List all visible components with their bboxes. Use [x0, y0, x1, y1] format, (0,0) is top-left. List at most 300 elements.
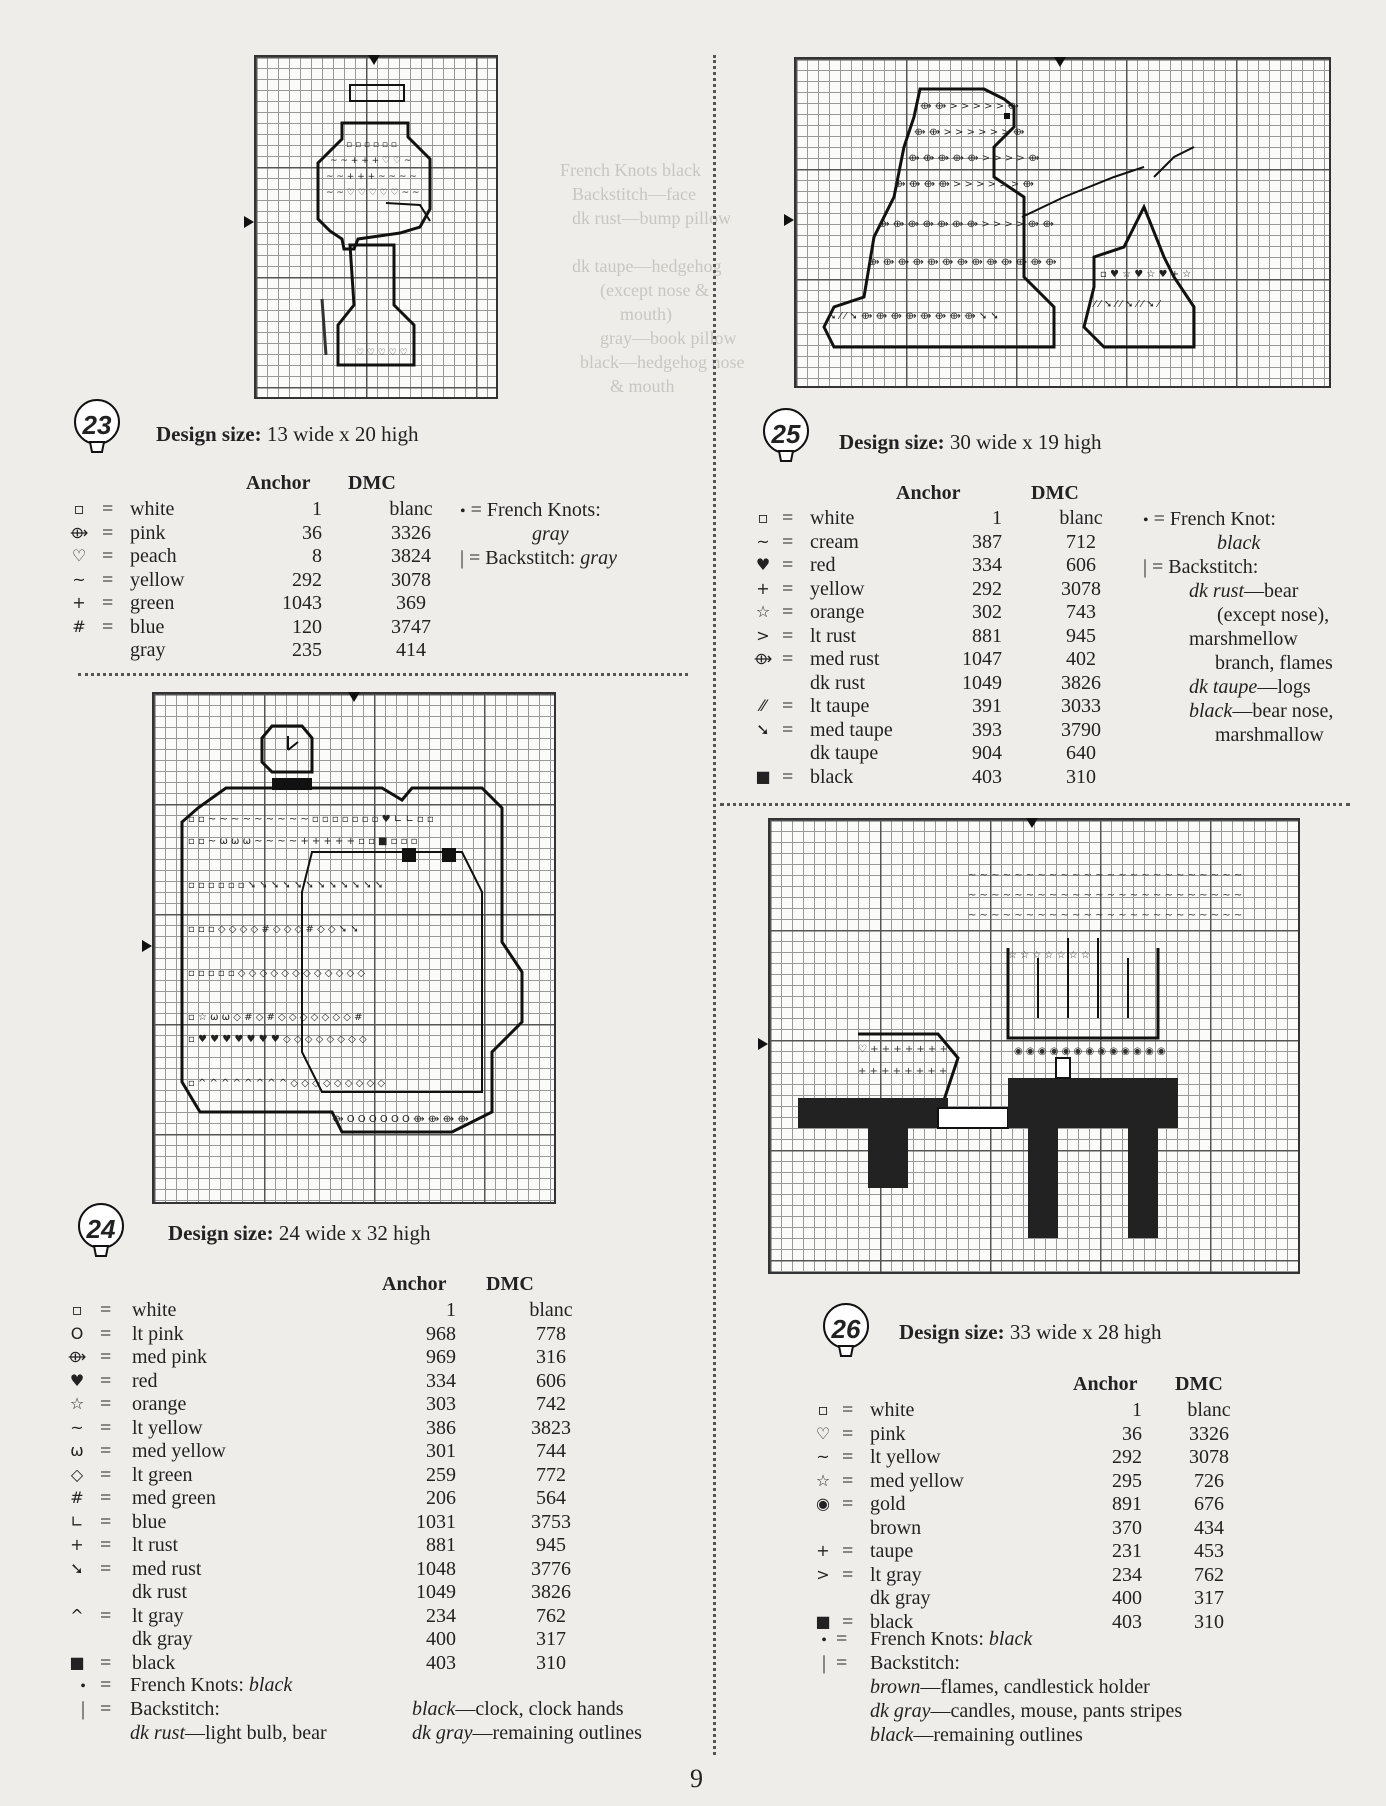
ghost-line: (except nose & — [600, 280, 709, 300]
french-knots-color-23 — [532, 522, 569, 546]
anchor-header: Anchor — [1073, 1373, 1138, 1395]
svg-text:~ ~ ~ ~ ~ ~ ~ ~ ~ ~ ~ ~ ~ ~ ~: ~ ~ ~ ~ ~ ~ ~ ~ ~ ~ ~ ~ ~ ~ ~ ~ ~ ~ ~ ~ ~ ~ ~ ~ — [968, 910, 1243, 921]
anchor-number: 403 — [1112, 1610, 1142, 1633]
equals-sign: = — [782, 601, 794, 623]
ghost-line: black—hedgehog nose — [580, 352, 745, 372]
legend-row — [752, 506, 1152, 530]
color-name: red — [132, 1369, 158, 1392]
svg-text:⟴ ⟴ ⟴ ⟴ > > > > > > ⟴: ⟴ ⟴ ⟴ ⟴ > > > > > > ⟴ — [894, 179, 1034, 190]
legend-row — [66, 1322, 566, 1346]
bs1-text: —light bulb, bear — [185, 1722, 327, 1744]
fk-color: gray — [532, 523, 569, 545]
dmc-number: blanc — [529, 1299, 573, 1321]
equals-sign: = — [842, 1563, 854, 1586]
anchor-number: 968 — [426, 1322, 456, 1345]
anchor-number: 234 — [426, 1604, 456, 1627]
anchor-number: 1 — [312, 498, 322, 520]
legend-row — [752, 718, 1152, 742]
anchor-number: 295 — [1112, 1469, 1142, 1492]
svg-text:▫ ▫ ▫ ▫ ▫ ◇ ◇ ◇ ◇ ◇ ◇ ◇ ◇ ◇ ◇: ▫ ▫ ▫ ▫ ▫ ◇ ◇ ◇ ◇ ◇ ◇ ◇ ◇ ◇ ◇ ◇ ◇ — [188, 968, 366, 979]
anchor-number: 231 — [1112, 1540, 1142, 1562]
dmc-number: 743 — [1066, 601, 1096, 623]
dmc-number: 3326 — [1189, 1422, 1229, 1445]
svg-text:➘ ⁄ ⁄ ➘ ⟴ ⟴ ⟴ ⟴ ⟴ ⟴ ⟴ ⟴ ➘ ➘: ➘ ⁄ ⁄ ➘ ⟴ ⟴ ⟴ ⟴ ⟴ ⟴ ⟴ ⟴ ➘ ➘ — [828, 311, 999, 322]
equals-sign: = — [100, 1651, 112, 1674]
color-name: lt yellow — [132, 1416, 203, 1439]
legend-row — [66, 1651, 566, 1675]
anchor-number: 303 — [426, 1393, 456, 1415]
anchor-number: 292 — [972, 577, 1002, 600]
legend-symbol: ⟴ — [67, 1347, 87, 1366]
legend-row — [68, 591, 448, 615]
design-size-value: 30 wide x 19 high — [949, 430, 1102, 454]
dmc-header: DMC — [1031, 482, 1079, 504]
color-name: lt pink — [132, 1322, 184, 1345]
dmc-number: 3776 — [531, 1557, 571, 1580]
legend-row — [66, 1604, 566, 1628]
legend-row — [66, 1392, 566, 1416]
dmc-number: 945 — [536, 1534, 566, 1556]
equals-sign: = — [100, 1534, 112, 1556]
dmc-number: 3826 — [531, 1581, 571, 1603]
legend-row — [752, 671, 1152, 695]
dmc-number: 3823 — [531, 1416, 571, 1439]
legend-row — [66, 1463, 566, 1487]
legend-row — [68, 568, 448, 592]
color-name: blue — [132, 1510, 167, 1533]
bs2-text: —logs — [1257, 676, 1311, 698]
legend-symbol: ☆ — [815, 1470, 831, 1490]
dmc-number: 434 — [1194, 1516, 1224, 1539]
fk-color: black — [988, 1628, 1033, 1650]
light-bulb-motif — [254, 55, 494, 395]
anchor-number: 1031 — [416, 1510, 456, 1533]
svg-text:▫ ▫ ▫ ◇ ◇ ◇ ◇ # ◇ ◇ ◇ # ◇ ◇ ➘: ▫ ▫ ▫ ◇ ◇ ◇ ◇ # ◇ ◇ ◇ # ◇ ◇ ➘ ➘ — [188, 924, 359, 935]
color-name: blue — [130, 615, 165, 638]
color-name: pink — [130, 521, 166, 544]
equals-sign: = — [782, 624, 794, 647]
legend-symbol: O — [70, 1323, 84, 1343]
color-name: med green — [132, 1487, 216, 1509]
legend-symbol: ⁄⁄ — [760, 696, 766, 715]
anchor-number: 881 — [972, 624, 1002, 647]
legend-row — [752, 553, 1152, 577]
anchor-number: 292 — [1112, 1446, 1142, 1468]
svg-text:▫ ☆ ω ω ◇ # ◇ # ◇ ◇ ◇ ◇ ◇ ◇ ◇: ▫ ☆ ω ω ◇ # ◇ # ◇ ◇ ◇ ◇ ◇ ◇ ◇ # — [188, 1012, 363, 1023]
design-number-26: 26 — [831, 1314, 861, 1344]
equals-sign: = — [100, 1510, 112, 1533]
anchor-number: 1 — [446, 1299, 456, 1321]
dmc-number: 744 — [536, 1440, 566, 1462]
color-name: yellow — [810, 577, 865, 600]
svg-text:⟴ O O O O O O ⟴ ⟴ ⟴ ⟴: ⟴ O O O O O O ⟴ ⟴ ⟴ ⟴ — [332, 1114, 469, 1125]
legend-symbol: ⟴ — [753, 649, 773, 668]
equals-sign: = — [102, 521, 114, 544]
dmc-number: 310 — [1066, 765, 1096, 788]
dmc-number: blanc — [389, 498, 433, 520]
french-knots-note-26: • = French Knots: black — [821, 1628, 1033, 1650]
anchor-number: 400 — [426, 1628, 456, 1650]
legend-symbol: + — [756, 578, 770, 598]
color-name: yellow — [130, 568, 185, 591]
backstitch-detail-24b — [412, 1697, 624, 1721]
svg-text:~ ~ ♡ ♡ ♡ ♡ ♡ ~ ~: ~ ~ ♡ ♡ ♡ ♡ ♡ ~ ~ — [326, 188, 420, 198]
anchor-number: 120 — [292, 615, 322, 638]
color-name: med yellow — [870, 1469, 964, 1492]
legend-row — [68, 497, 448, 521]
legend-symbol: ω — [70, 1441, 84, 1460]
equals-sign: = — [100, 1416, 112, 1439]
bs-label: = Backstitch: — [1152, 556, 1259, 578]
anchor-number: 403 — [972, 765, 1002, 788]
color-name: black — [870, 1610, 914, 1633]
ghost-line: French Knots black — [560, 160, 701, 180]
dmc-number: 317 — [1194, 1587, 1224, 1609]
color-name: lt gray — [870, 1563, 922, 1586]
svg-text:♡ ♡ ♡ ♡ ♡: ♡ ♡ ♡ ♡ ♡ — [356, 348, 408, 358]
legend-symbol: ~ — [72, 569, 86, 589]
anchor-number: 403 — [426, 1651, 456, 1674]
legend-symbol: ■ — [69, 1652, 85, 1672]
ghost-line: dk taupe—hedgehog — [572, 256, 722, 276]
color-name: lt rust — [132, 1534, 179, 1556]
legend-symbol: ^ — [70, 1605, 84, 1625]
dmc-number: 762 — [1194, 1563, 1224, 1586]
dmc-number: 310 — [536, 1651, 566, 1674]
bs3-text: —bear nose, — [1232, 700, 1334, 722]
dmc-number: 3033 — [1061, 695, 1101, 717]
dmc-number: 402 — [1066, 648, 1096, 670]
bs3-color: black — [1189, 700, 1233, 722]
svg-text:☆ ☆ ☆ ☆ ☆ ☆ ☆: ☆ ☆ ☆ ☆ ☆ ☆ ☆ — [1008, 950, 1090, 961]
dmc-number: 3790 — [1061, 718, 1101, 741]
dmc-number: 564 — [536, 1487, 566, 1509]
legend-symbol: ◇ — [70, 1464, 84, 1484]
bs3-color: dk gray — [412, 1722, 473, 1744]
dmc-number: 369 — [396, 592, 426, 614]
legend-row — [66, 1369, 566, 1393]
dmc-number: blanc — [1059, 507, 1103, 529]
dmc-number: 772 — [536, 1463, 566, 1486]
dmc-number: 726 — [1194, 1469, 1224, 1492]
anchor-number: 8 — [312, 545, 322, 567]
legend-symbol: ■ — [755, 766, 771, 786]
anchor-number: 370 — [1112, 1516, 1142, 1539]
anchor-number: 904 — [972, 742, 1002, 764]
ghost-line: dk rust—bump pillow — [572, 208, 732, 228]
backstitch-detail-25e — [1189, 675, 1311, 699]
dmc-header: DMC — [348, 472, 396, 494]
legend-row — [66, 1439, 566, 1463]
equals-sign: = — [100, 1463, 112, 1486]
anchor-number: 387 — [972, 530, 1002, 553]
legend-row — [66, 1580, 571, 1604]
legend-row — [752, 741, 1152, 765]
svg-text:▫ ▫ ~ ~ ~ ~ ~ ~ ~ ~ ~ ▫ ▫ ▫ ▫: ▫ ▫ ~ ~ ~ ~ ~ ~ ~ ~ ~ ▫ ▫ ▫ ▫ ▫ ▫ ▫ ♥ ∟ ∟ ▫ ▫ — [188, 814, 434, 825]
color-name: taupe — [870, 1540, 914, 1562]
color-name: lt taupe — [810, 695, 870, 717]
legend-row — [752, 694, 1152, 718]
equals-sign: = — [842, 1469, 854, 1492]
bs-label: Backstitch: — [130, 1698, 220, 1720]
color-name: med rust — [132, 1557, 202, 1580]
bear-clock-motif — [152, 692, 552, 1200]
dmc-number: 310 — [1194, 1610, 1224, 1633]
backstitch-note-23: | = Backstitch: gray — [460, 547, 617, 569]
anchor-number: 334 — [972, 554, 1002, 576]
color-name: dk rust — [810, 671, 865, 694]
dmc-number: 3078 — [1061, 577, 1101, 600]
legend-row — [812, 1539, 1252, 1563]
anchor-number: 235 — [292, 639, 322, 661]
color-name: black — [810, 765, 854, 788]
dmc-number: 676 — [1194, 1493, 1224, 1515]
design-size-label: Design size: — [156, 422, 262, 446]
legend-symbol: ▫ — [817, 1400, 829, 1419]
anchor-number: 334 — [426, 1369, 456, 1392]
legend-symbol: ♥ — [69, 1370, 85, 1390]
bs3-text: —remaining outlines — [472, 1722, 642, 1744]
svg-text:~ ~ + + + ~ ~ ~ ~: ~ ~ + + + ~ ~ ~ ~ — [326, 172, 417, 182]
svg-text:♡ + + + + + + +: ♡ + + + + + + + — [858, 1044, 948, 1055]
color-name: white — [810, 507, 855, 529]
bs1-text: —flames, candlestick holder — [920, 1676, 1150, 1698]
equals-sign: = — [100, 1322, 112, 1345]
legend-symbol: + — [70, 1535, 84, 1554]
equals-sign: = — [100, 1346, 112, 1368]
backstitch-note-25: | = Backstitch: — [1143, 556, 1259, 578]
ghost-line: Backstitch—face — [572, 184, 696, 204]
equals-sign: = — [100, 1440, 112, 1462]
anchor-number: 292 — [292, 568, 322, 591]
bs2-text: —clock, clock hands — [455, 1698, 624, 1720]
color-name: orange — [810, 601, 865, 623]
dmc-number: 640 — [1066, 742, 1096, 764]
svg-text:~ ~ ~ ~ ~ ~ ~ ~ ~ ~ ~ ~ ~ ~ ~: ~ ~ ~ ~ ~ ~ ~ ~ ~ ~ ~ ~ ~ ~ ~ ~ ~ ~ ~ ~ ~ ~ ~ ~ — [968, 890, 1243, 901]
anchor-number: 1047 — [962, 648, 1002, 670]
design-number-24: 24 — [86, 1214, 116, 1244]
svg-text:⟴ ⟴ ⟴ ⟴ ⟴ ⟴ ⟴ > > > > ⟴ ⟴: ⟴ ⟴ ⟴ ⟴ ⟴ ⟴ ⟴ > > > > ⟴ ⟴ — [878, 219, 1054, 230]
equals-sign: = — [102, 615, 114, 638]
legend-row — [812, 1422, 1252, 1446]
bs-label: Backstitch: — [870, 1652, 960, 1674]
color-name: white — [130, 498, 175, 520]
legend-row — [812, 1469, 1252, 1493]
legend-symbol: ➘ — [70, 1558, 84, 1578]
dmc-number: 3747 — [391, 615, 431, 638]
bear-campfire-motif — [794, 57, 1327, 384]
svg-text:▫ ♥ ☆ ♥ ☆ ♥ + ☆: ▫ ♥ ☆ ♥ ☆ ♥ + ☆ — [1100, 269, 1192, 280]
dmc-number: 316 — [536, 1346, 566, 1368]
legend-symbol: ☆ — [69, 1394, 85, 1413]
center-arrow-left — [758, 1038, 768, 1050]
dmc-header: DMC — [1175, 1373, 1223, 1395]
color-name: brown — [870, 1516, 922, 1539]
legend-row — [752, 530, 1152, 554]
equals-sign: = — [100, 1369, 112, 1392]
legend-symbol: ☆ — [755, 602, 771, 621]
color-name: med yellow — [132, 1440, 226, 1462]
design-size-25 — [839, 430, 1101, 455]
color-name: dk gray — [132, 1628, 193, 1650]
vertical-divider — [713, 55, 716, 1755]
dmc-number: 3078 — [1189, 1446, 1229, 1468]
backstitch-detail-25a — [1189, 579, 1298, 603]
legend-row — [66, 1298, 573, 1322]
divider-25-26 — [720, 803, 1350, 806]
equals-sign: = — [782, 695, 794, 717]
legend-row — [66, 1486, 566, 1510]
color-name: lt rust — [810, 624, 857, 647]
equals-sign: = — [100, 1487, 112, 1509]
bs2-color: dk taupe — [1189, 676, 1258, 698]
backstitch-note-26: | = Backstitch: — [821, 1652, 960, 1674]
anchor-number: 881 — [426, 1534, 456, 1556]
legend-row — [66, 1345, 566, 1369]
legend-symbol: ♡ — [71, 546, 87, 565]
anchor-header: Anchor — [896, 482, 961, 504]
center-arrow-left — [784, 214, 794, 226]
fk-label: French Knots: — [870, 1628, 984, 1650]
legend-symbol: ∟ — [70, 1511, 84, 1531]
design-size-23 — [156, 422, 418, 447]
design-size-label: Design size: — [839, 430, 945, 454]
fk-label: = French Knot: — [1153, 508, 1276, 530]
backstitch-detail-24a — [130, 1721, 327, 1745]
svg-text:⟴ ⟴ > > > > > > ⟴: ⟴ ⟴ > > > > > > ⟴ — [914, 127, 1025, 138]
design-size-label: Design size: — [899, 1320, 1005, 1344]
color-name: gray — [130, 639, 166, 661]
bs2-text: —candles, mouse, pants stripes — [930, 1700, 1183, 1722]
svg-text:~ ~ ~ ~ ~ ~ ~ ~ ~ ~ ~ ~ ~ ~ ~: ~ ~ ~ ~ ~ ~ ~ ~ ~ ~ ~ ~ ~ ~ ~ ~ ~ ~ ~ ~ ~ ~ ~ ~ — [968, 870, 1243, 881]
dmc-number: 606 — [536, 1369, 566, 1392]
anchor-number: 1 — [992, 507, 1002, 529]
equals-sign: = — [782, 765, 794, 788]
svg-text:▫ ♥ ♥ ♥ ♥ ♥ ♥ ♥ ◇ ◇ ◇ ◇ ◇ ◇ ◇: ▫ ♥ ♥ ♥ ♥ ♥ ♥ ♥ ◇ ◇ ◇ ◇ ◇ ◇ ◇ ◇ — [188, 1034, 367, 1045]
backstitch-detail-25b: (except nose), — [1217, 604, 1330, 626]
svg-text:▫ ▫ ▫ ▫ ▫ ▫: ▫ ▫ ▫ ▫ ▫ ▫ — [346, 140, 397, 150]
dmc-number: 3078 — [391, 568, 431, 591]
equals-sign: = — [102, 592, 114, 614]
bs1-color: dk rust — [130, 1722, 185, 1744]
anchor-number: 969 — [426, 1346, 456, 1368]
anchor-number: 386 — [426, 1416, 456, 1439]
bs1-color: dk rust — [1189, 580, 1244, 602]
anchor-number: 393 — [972, 718, 1002, 741]
design-number-23: 23 — [82, 410, 112, 440]
legend-symbol: ~ — [70, 1417, 84, 1437]
legend-row — [812, 1563, 1252, 1587]
legend-row — [68, 544, 448, 568]
color-name: dk gray — [870, 1587, 931, 1609]
dmc-number: 317 — [536, 1628, 566, 1650]
equals-sign: = — [102, 545, 114, 567]
anchor-number: 206 — [426, 1487, 456, 1509]
legend-row — [66, 1533, 566, 1557]
equals-sign: = — [100, 1557, 112, 1580]
color-name: peach — [130, 545, 177, 567]
legend-symbol: ■ — [815, 1611, 831, 1631]
equals-sign: = — [100, 1299, 112, 1321]
backstitch-note-24: | = Backstitch: — [80, 1698, 220, 1720]
legend-symbol: # — [70, 1488, 84, 1507]
anchor-number: 391 — [972, 695, 1002, 717]
color-name: gold — [870, 1493, 906, 1515]
legend-row — [812, 1516, 1252, 1540]
anchor-number: 259 — [426, 1463, 456, 1486]
color-name: cream — [810, 530, 859, 553]
anchor-number: 1049 — [962, 671, 1002, 694]
dmc-number: 3326 — [391, 521, 431, 544]
french-knots-note-24: • = French Knots: black — [80, 1674, 293, 1696]
ghost-line: & mouth — [610, 376, 675, 396]
anchor-number: 891 — [1112, 1493, 1142, 1515]
backstitch-detail-25g: marshmallow — [1215, 724, 1324, 746]
equals-sign: = — [842, 1540, 854, 1562]
anchor-number: 301 — [426, 1440, 456, 1462]
dmc-number: 945 — [1066, 624, 1096, 647]
backstitch-detail-25c: marshmellow — [1189, 628, 1298, 650]
equals-sign: = — [782, 507, 794, 529]
bs-label: = Backstitch: — [469, 547, 576, 569]
color-name: lt gray — [132, 1604, 184, 1627]
dmc-number: 3753 — [531, 1510, 571, 1533]
legend-symbol: # — [72, 616, 86, 636]
svg-text:⟴ ⟴ ⟴ ⟴ ⟴ ⟴ ⟴ ⟴ ⟴ ⟴ ⟴ ⟴ ⟴: ⟴ ⟴ ⟴ ⟴ ⟴ ⟴ ⟴ ⟴ ⟴ ⟴ ⟴ ⟴ ⟴ — [868, 257, 1057, 268]
fk-label: French Knots: — [130, 1674, 244, 1696]
anchor-number: 1043 — [282, 592, 322, 614]
fk-color: black — [248, 1674, 293, 1696]
french-knot-color-25 — [1217, 531, 1260, 555]
legend-row — [752, 577, 1152, 601]
legend-symbol: ➘ — [756, 719, 770, 739]
svg-text:⁄ ⁄ ➘ ⁄ ⁄ ➘ ⁄ ⁄ ➘ ⁄: ⁄ ⁄ ➘ ⁄ ⁄ ➘ ⁄ ⁄ ➘ ⁄ — [1094, 299, 1160, 310]
legend-row — [68, 521, 448, 545]
design-size-value: 13 wide x 20 high — [266, 422, 419, 446]
legend-row — [812, 1398, 1252, 1422]
center-arrow-left — [142, 940, 152, 952]
dmc-number: 778 — [536, 1322, 566, 1345]
equals-sign: = — [102, 568, 114, 591]
legend-symbol: ~ — [816, 1447, 830, 1466]
svg-text:▫ ▫ ▫ ▫ ▫ ▫ ➘ ➘ ➘ ➘ ➘ ➘ ➘ ➘ ➘: ▫ ▫ ▫ ▫ ▫ ▫ ➘ ➘ ➘ ➘ ➘ ➘ ➘ ➘ ➘ ➘ ➘ ➘ — [188, 880, 384, 891]
legend-row — [68, 638, 448, 662]
fk-label: = French Knots: — [470, 499, 601, 521]
equals-sign: = — [102, 498, 114, 520]
bs-color: gray — [580, 547, 617, 569]
dmc-number: 742 — [536, 1393, 566, 1415]
design-size-24 — [168, 1221, 430, 1246]
bs3-color: black — [870, 1724, 914, 1746]
legend-row — [752, 624, 1152, 648]
svg-text:+ + + + + + + +: + + + + + + + + — [858, 1066, 948, 1077]
equals-sign: = — [100, 1393, 112, 1415]
design-size-label: Design size: — [168, 1221, 274, 1245]
anchor-number: 1049 — [416, 1581, 456, 1603]
anchor-number: 36 — [302, 521, 322, 544]
dmc-number: 606 — [1066, 554, 1096, 576]
color-name: red — [810, 554, 836, 576]
dmc-number: 3826 — [1061, 671, 1101, 694]
legend-symbol: + — [72, 593, 86, 612]
color-name: white — [870, 1399, 915, 1421]
legend-row — [752, 647, 1152, 671]
color-name: orange — [132, 1393, 187, 1415]
mouse-candles-motif — [768, 818, 1296, 1270]
anchor-number: 1048 — [416, 1557, 456, 1580]
legend-row — [812, 1445, 1252, 1469]
equals-sign: = — [842, 1422, 854, 1445]
